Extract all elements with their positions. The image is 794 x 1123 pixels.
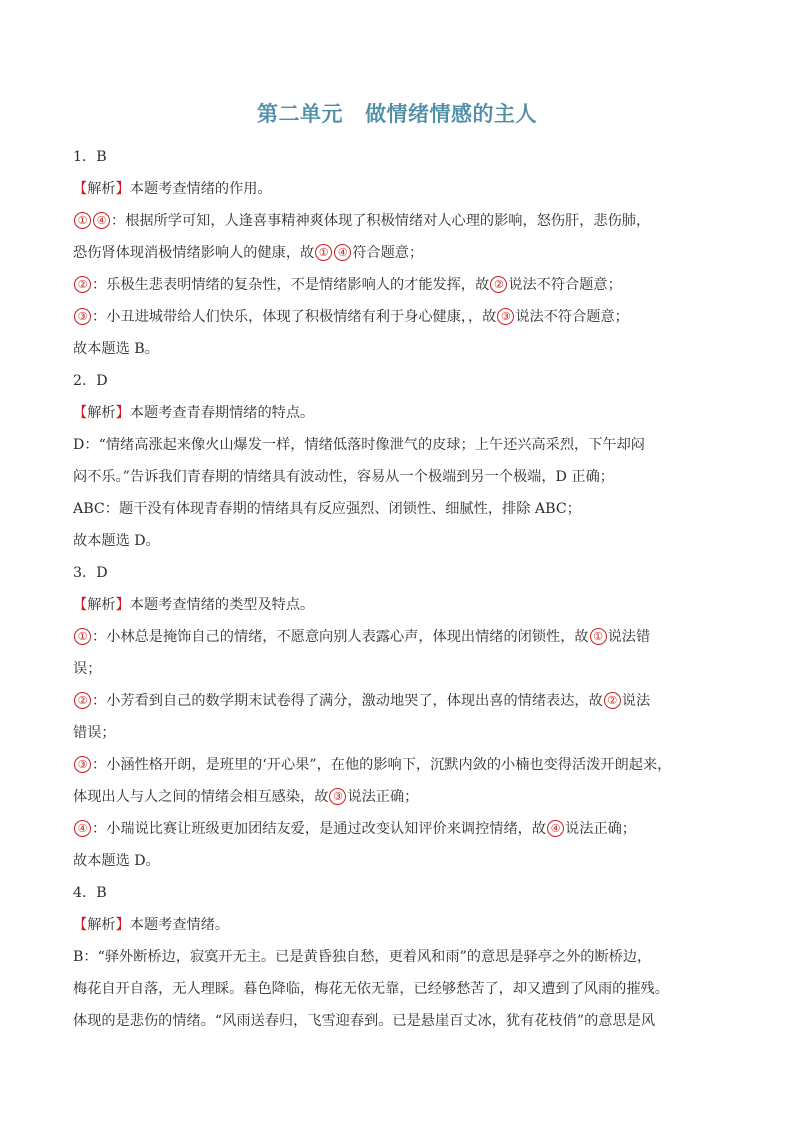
circled-number: ② [74,692,91,709]
q3-option-a: ① ：小林总是掩饰自己的情绪，不愿意向别人表露心声，体现出情绪的闭锁性，故 ① 说法错 [73,621,723,653]
q4-number: 4．B [73,885,107,901]
circled-number: ③ [74,308,91,325]
q3-option-b-cont: 错误； [73,725,116,741]
q3-jiexi: 【解析】本题考查情绪的类型及特点。 [73,597,315,613]
title-unit: 第二单元 [257,102,343,126]
circled-number: ② [604,692,621,709]
page-title [0,98,794,128]
q3-option-a-cont: 误； [73,661,102,677]
q1-option-b: ② ：乐极生悲表明情绪的复杂性，不是情绪影响人的才能发挥，故 ② 说法不符合题意； [73,269,723,301]
circled-number: ① [74,212,91,229]
q1-jiexi: 【解析】本题考查情绪的作用。 [73,181,272,197]
q1-option-a: ① ④ ：根据所学可知，人逢喜事精神爽体现了积极情绪对人心理的影响，怒伤肝，悲伤肺， [73,205,723,237]
circled-number: ④ [74,820,91,837]
q3-option-c-cont: 体现出人与人之间的情绪会相互感染，故 ③ 说法正确； [73,789,419,805]
circled-number: ④ [334,244,351,261]
q1-option-c: ③ ：小丑进城带给人们快乐，体现了积极情绪有利于身心健康，，故 ③ 说法不符合题意； [73,301,723,333]
title-topic: 做情绪情感的主人 [365,102,537,126]
q2-line-1: D：“情绪高涨起来像火山爆发一样，情绪低落时像泄气的皮球；上午还兴高采烈，下午却闷 [73,437,645,453]
q3-option-b: ② ：小芳看到自己的数学期末试卷得了满分，激动地哭了，体现出喜的情绪表达，故 ② 说法 [73,685,723,717]
q4-line-1: B：“驿外断桥边，寂寞开无主。已是黄昏独自愁，更着风和雨”的意思是驿亭之外的断桥边， [73,949,652,965]
q2-jiexi: 【解析】本题考查青春期情绪的特点。 [73,405,315,421]
circled-number: ② [74,276,91,293]
q3-option-c: ③ ：小涵性格开朗，是班里的‘开心果”，在他的影响下，沉默内敛的小楠也变得活泼开朗起来， [73,749,723,781]
q1-option-a-cont: 恐伤肾体现消极情绪影响人的健康，故 ① ④ 符合题意； [73,245,424,261]
q2-line-3: ABC：题干没有体现青春期的情绪具有反应强烈、闭锁性、细腻性，排除 ABC； [73,501,581,517]
circled-number: ③ [329,788,346,805]
q2-line-2: 闷不乐。”告诉我们青春期的情绪具有波动性，容易从一个极端到另一个极端，D 正确； [73,469,614,485]
circled-number: ③ [74,756,91,773]
circled-number: ② [490,276,507,293]
q1-number: 1．B [73,149,107,165]
q1-answer: 故本题选 B。 [73,341,159,357]
circled-number: ① [590,628,607,645]
circled-number: ④ [547,820,564,837]
q3-option-d: ④ ：小瑞说比赛让班级更加团结友爱，是通过改变认知评价来调控情绪，故 ④ 说法正确； [73,813,723,845]
q2-number: 2．D [73,373,108,389]
q3-answer: 故本题选 D。 [73,853,160,869]
q2-answer: 故本题选 D。 [73,533,160,549]
q4-line-3: 体现的是悲伤的情绪。“风雨送春归，飞雪迎春到。已是悬崖百丈冰，犹有花枝俏”的意思是风 [73,1013,656,1029]
q4-jiexi: 【解析】本题考查情绪。 [73,917,230,933]
q4-line-2: 梅花自开自落，无人理睬。暮色降临，梅花无依无靠，已经够愁苦了，却又遭到了风雨的摧残。 [73,981,669,997]
circled-number: ① [315,244,332,261]
answer-content [73,141,723,1037]
q3-number: 3．D [73,565,108,581]
circled-number: ① [74,628,91,645]
circled-number: ③ [497,308,514,325]
circled-number: ④ [93,212,110,229]
